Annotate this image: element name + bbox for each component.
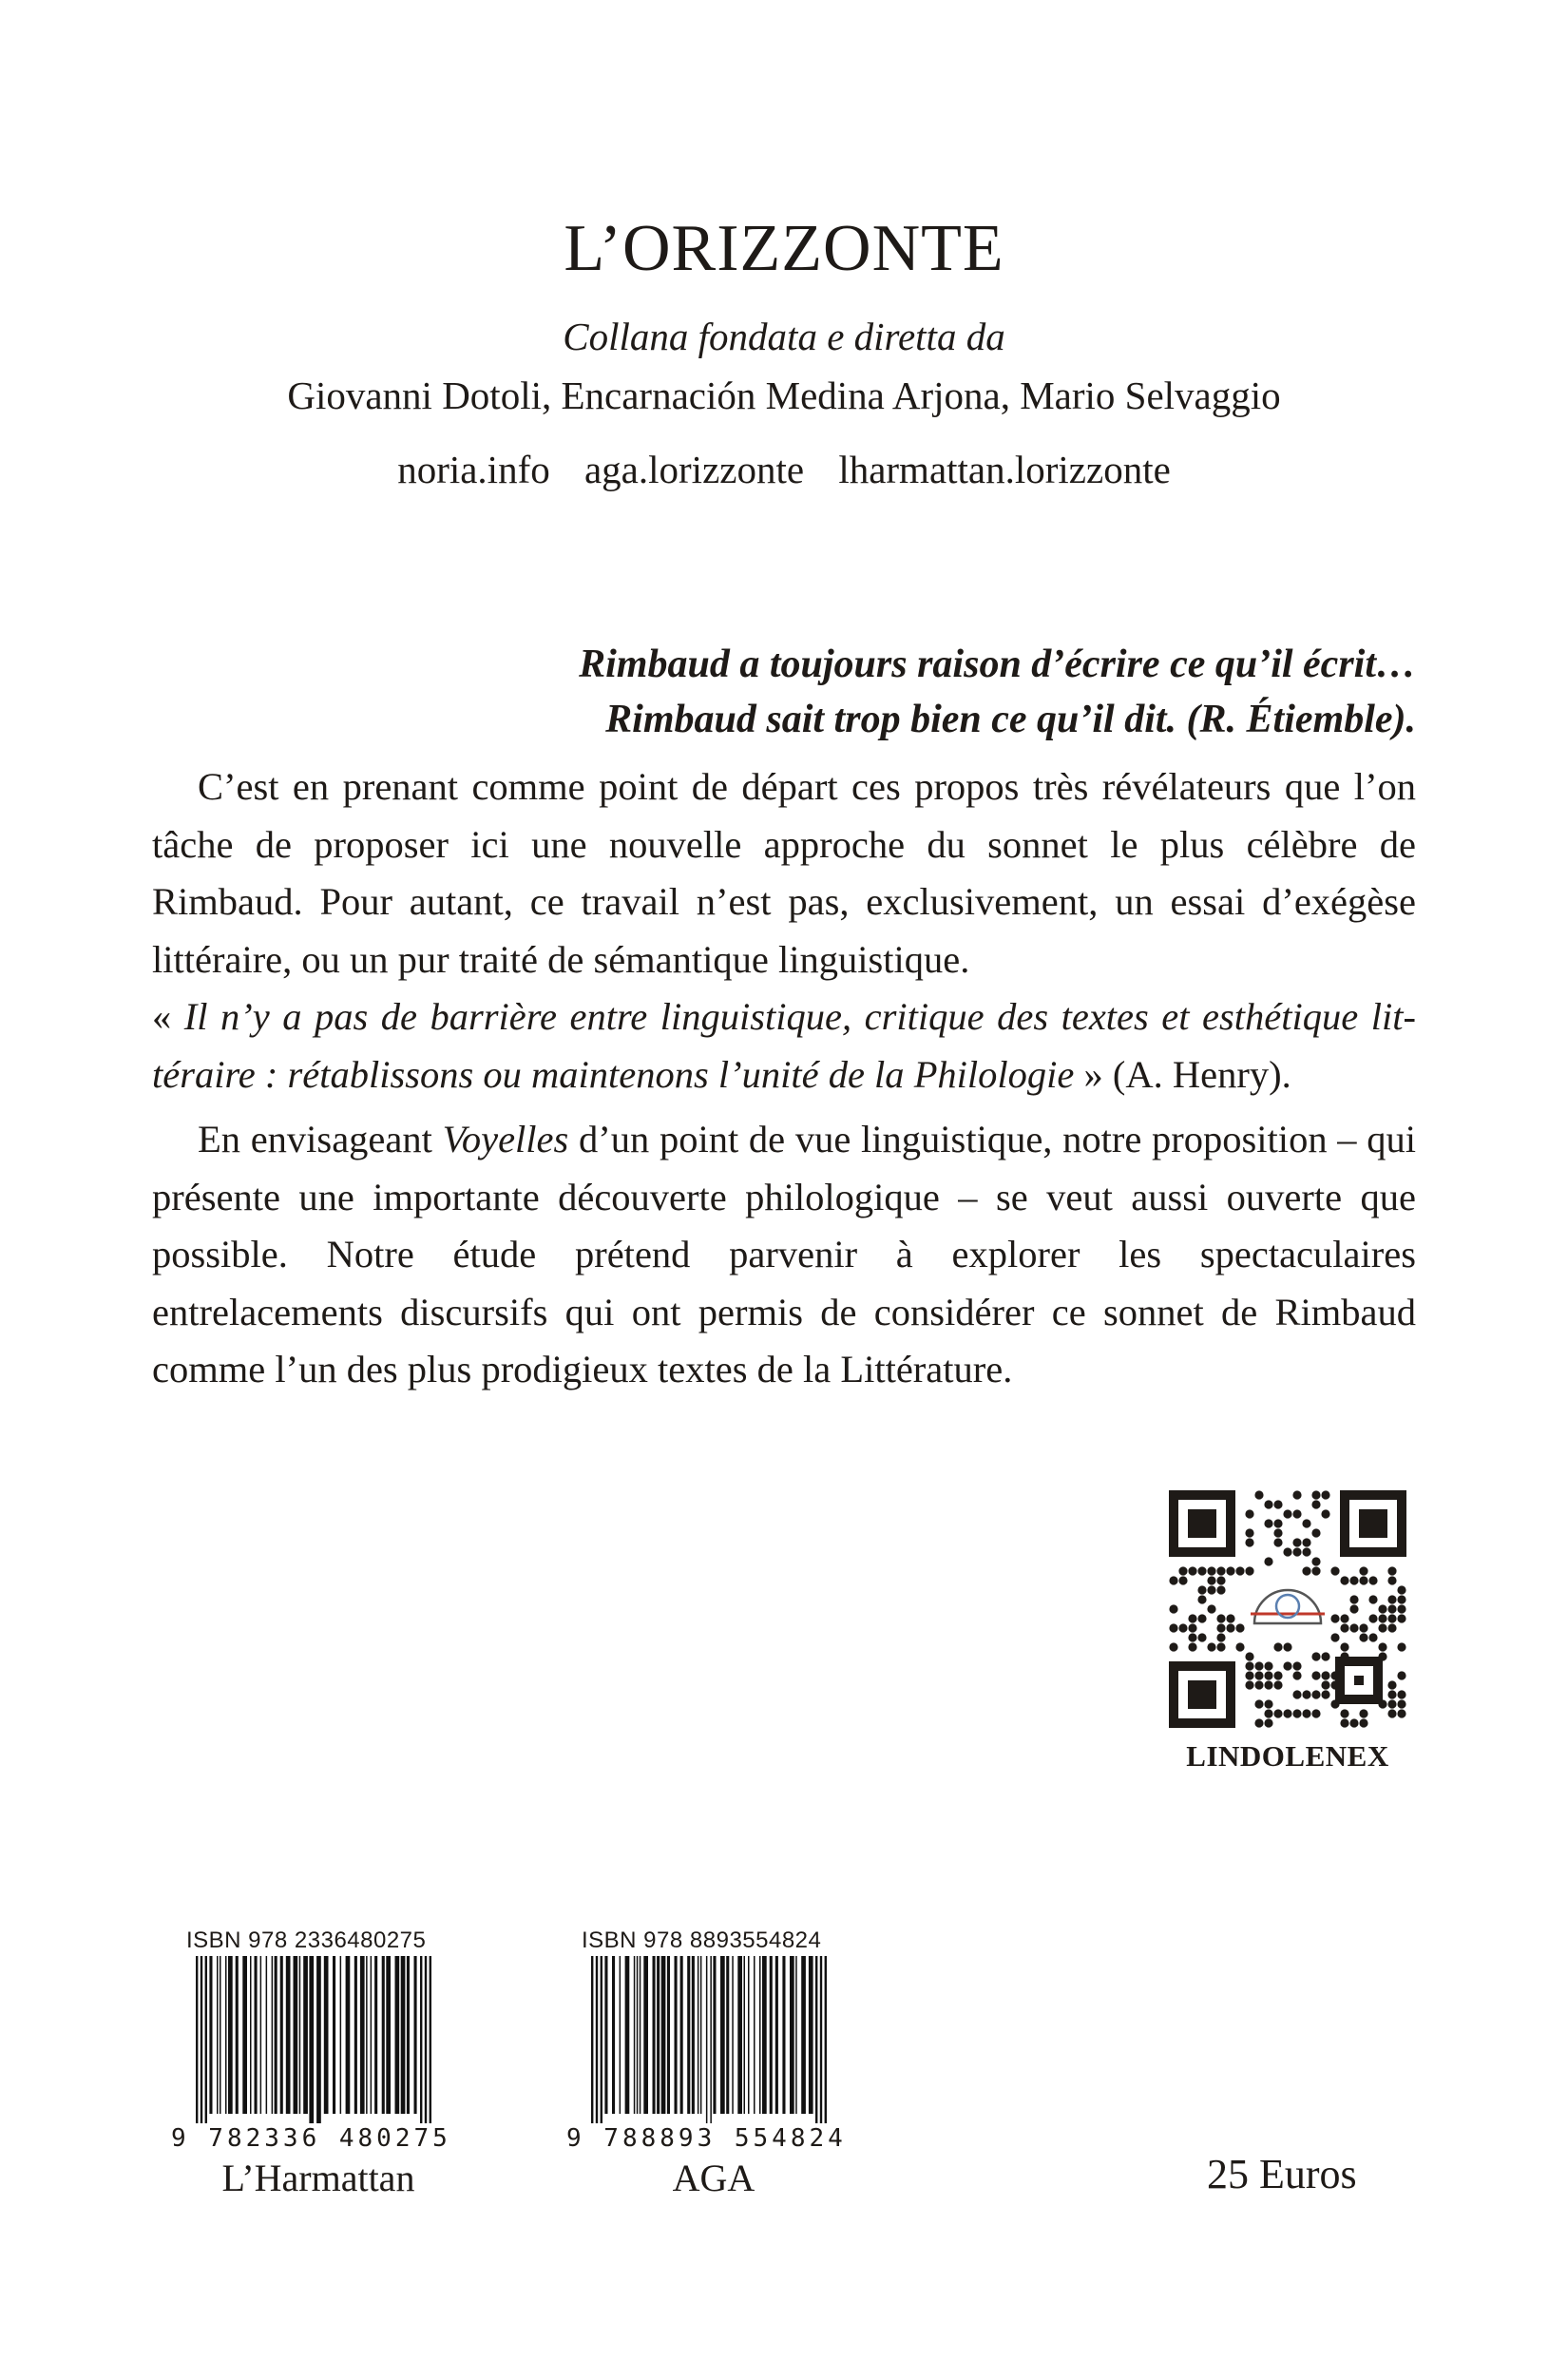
blurb-paragraph <box>152 758 1416 1103</box>
paragraph-text: d’un point de vue linguistique, notre proposition – qui présente une importante découverte philologique – se veut aussi ouverte que possible. Notre étude prétend parvenir à explorer les spectaculaires entrelacements discursifs qui ont permis de considérer ce sonnet de Rimbaud comme l’un des plus prodigieux textes de la Littérature. <box>152 1118 1416 1390</box>
work-title: Voyelles <box>442 1118 569 1160</box>
link-noria[interactable]: noria.info <box>397 448 550 491</box>
quote-emphasis: Philologie <box>913 1052 1075 1096</box>
link-lharmattan[interactable]: lharmattan.lorizzonte <box>838 448 1171 491</box>
paragraph-text: En envisageant <box>198 1118 443 1160</box>
barcode <box>578 1956 836 2127</box>
paragraph-text: C’est en prenant comme point de départ ces propos très révélateurs que l’on tâche de proposer ici une nouvelle approche du sonnet le plus célèbre de Rimbaud. Pour autant, ce travail n’est pas, exclusivement, un essai d’exégèse littéraire, ou un pur traité de sémantique linguistique. <box>152 765 1416 981</box>
epigraph-line: Rimbaud a toujours raison d’écrire ce qu’il écrit… <box>579 642 1416 686</box>
qr-label: LINDOLENEX <box>1186 1739 1389 1773</box>
link-aga[interactable]: aga.lorizzonte <box>583 448 805 491</box>
series-directors: Giovanni Dotoli, Encarnación Medina Arjona, Mario Selvaggio <box>287 374 1281 417</box>
blurb <box>152 758 1416 1399</box>
quote-mark: « <box>152 995 184 1038</box>
barcode <box>182 1956 441 2127</box>
series-subtitle: Collana fondata e diretta da <box>563 315 1005 358</box>
qr-code[interactable] <box>1169 1490 1406 1728</box>
price: 25 Euros <box>1207 2151 1357 2197</box>
series-title: L’ORIZZONTE <box>564 212 1004 285</box>
publisher-name: L’Harmattan <box>221 2157 415 2199</box>
quote-attribution: » (A. Henry). <box>1074 1052 1291 1096</box>
barcode-digits: 9 782336 480275 <box>171 2124 451 2153</box>
isbn-label: ISBN 978 2336480275 <box>186 1927 427 1953</box>
quote-text: Il n’y a pas de barrière entre linguistique, critique des textes et esthétique littéraire : rétablissons ou maintenons l’unité de la <box>152 995 1416 1096</box>
blurb-paragraph <box>152 1111 1416 1399</box>
publisher-name: AGA <box>672 2157 755 2199</box>
series-links <box>0 447 1568 492</box>
epigraph-line: Rimbaud sait trop bien ce qu’il dit. (R. Étiemble). <box>605 698 1416 741</box>
isbn-label: ISBN 978 8893554824 <box>582 1927 822 1953</box>
qr-code-graphic <box>1169 1490 1406 1728</box>
epigraph <box>152 637 1416 747</box>
barcode-digits: 9 788893 554824 <box>566 2124 847 2153</box>
